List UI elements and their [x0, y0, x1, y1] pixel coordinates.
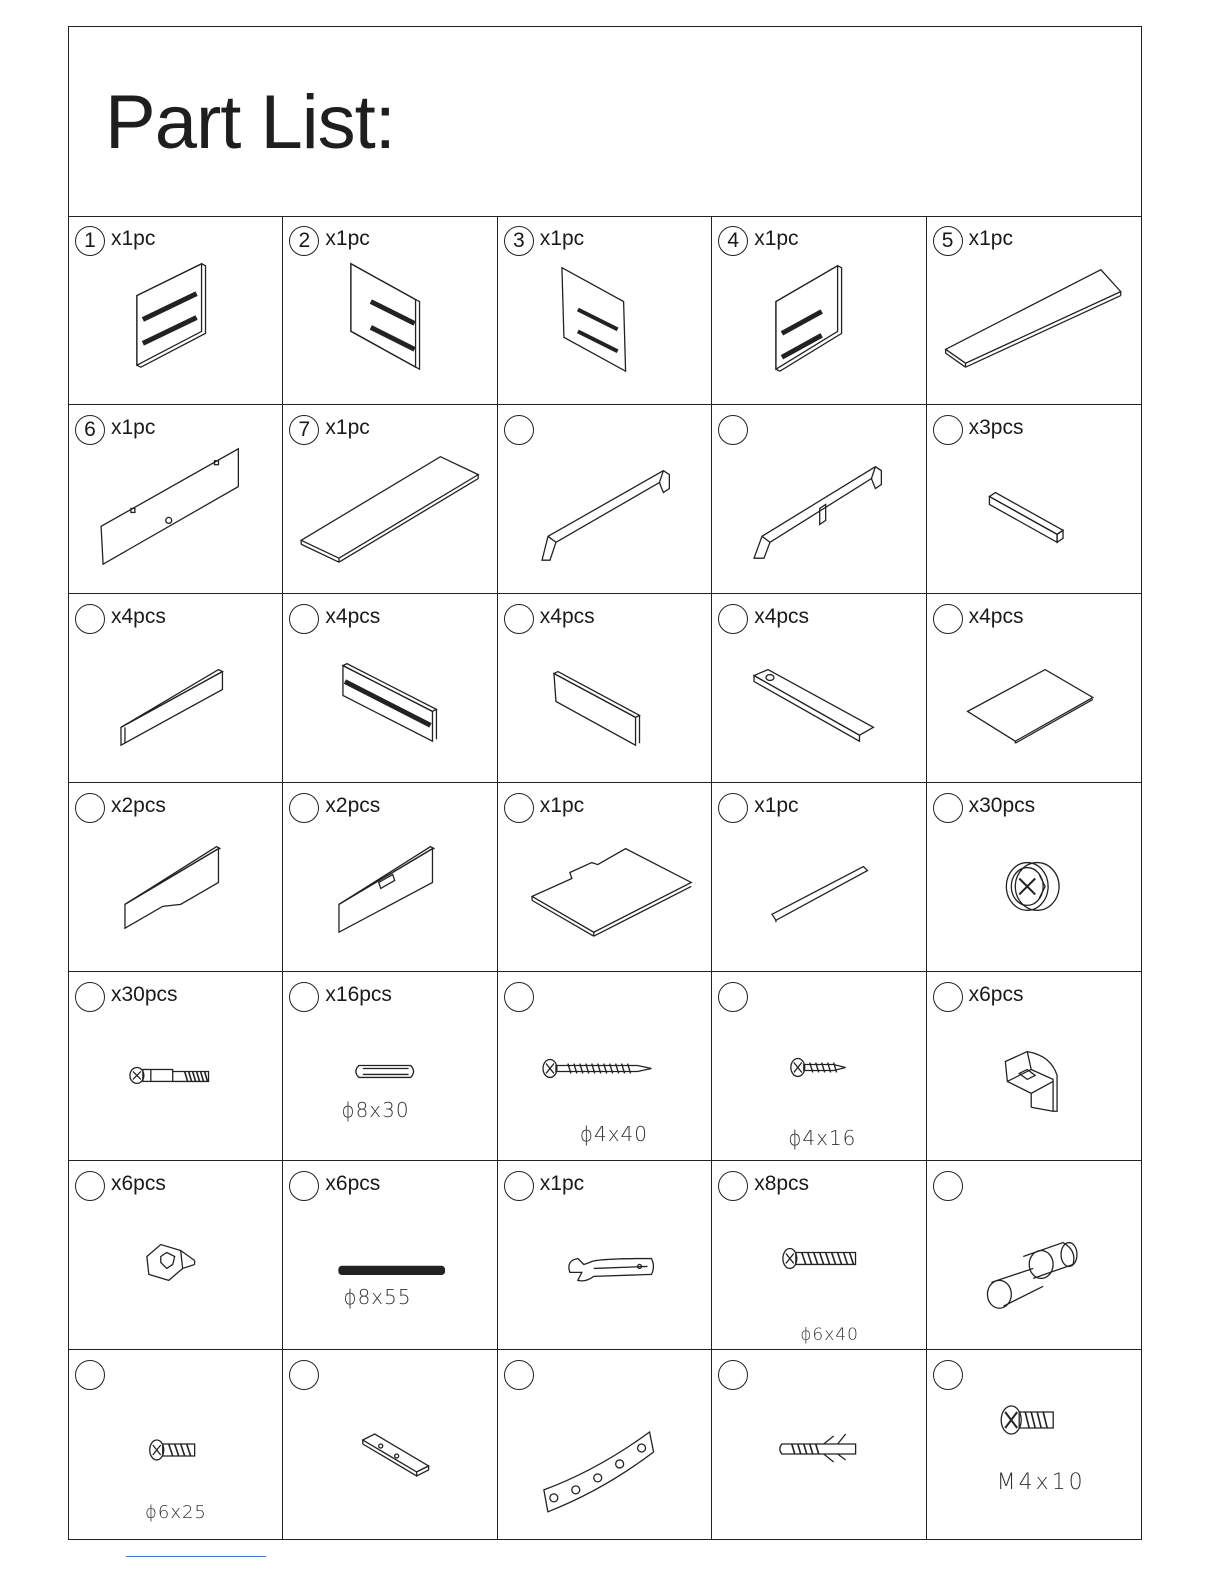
part-quantity: x1pc: [968, 227, 1013, 250]
wood-block-icon: [927, 405, 1141, 593]
part-number: 1: [75, 226, 105, 256]
dimension-label: ϕ4x16: [788, 1126, 857, 1150]
part-cell: [927, 405, 1141, 594]
part-number: 3: [504, 226, 534, 256]
wood-dowel-icon: [283, 972, 496, 1160]
part-quantity: x2pcs: [325, 794, 381, 817]
parts-grid: [69, 216, 1141, 1539]
part-number: 2: [289, 226, 319, 256]
wall-anchor-icon: [712, 1350, 925, 1539]
side-panel-icon: [498, 216, 711, 404]
leg-frame-with-post-icon: [712, 405, 925, 593]
part-cell: [712, 1350, 926, 1539]
bracket-clip-icon: [927, 972, 1141, 1160]
notched-panel-icon: [498, 783, 711, 971]
part-quantity: x8pcs: [754, 1172, 810, 1195]
part-cell: [69, 594, 283, 783]
page-title: Part List:: [105, 80, 395, 165]
part-list-sheet: [68, 26, 1142, 1540]
part-quantity: x6pcs: [968, 983, 1024, 1006]
part-quantity: x1pc: [754, 794, 799, 817]
part-number: 7: [289, 415, 319, 445]
bent-leg-frame-icon: [498, 405, 711, 593]
shelf-panel-icon: [283, 405, 496, 593]
part-number: 5: [933, 226, 963, 256]
drawer-bottom-icon: [927, 594, 1141, 782]
part-cell: [283, 972, 497, 1161]
part-quantity: x1pc: [325, 227, 370, 250]
part-cell: [498, 594, 712, 783]
part-quantity: x1pc: [539, 794, 585, 817]
part-cell: [69, 783, 283, 972]
part-cell: [283, 216, 497, 405]
part-quantity: x1pc: [325, 416, 370, 439]
part-cell: [69, 972, 283, 1161]
dimension-label: ϕ8x55: [343, 1285, 412, 1309]
dimension-label: M4x10: [996, 1470, 1086, 1495]
title-box: [69, 27, 1141, 217]
part-cell: [283, 1350, 497, 1539]
part-cell: [498, 216, 712, 405]
part-cell: [69, 1161, 283, 1350]
part-cell: [498, 972, 712, 1161]
part-cell: [712, 783, 926, 972]
part-quantity: x1pc: [754, 227, 799, 250]
part-cell: [927, 972, 1141, 1161]
part-cell: [712, 1161, 926, 1350]
connector-pin-icon: [927, 1161, 1141, 1349]
part-cell: [927, 783, 1141, 972]
dimension-label: ϕ4x40: [579, 1122, 648, 1146]
part-cell: [283, 1161, 497, 1350]
part-cell: [283, 405, 497, 594]
part-cell: [712, 405, 926, 594]
part-quantity: x1pc: [111, 416, 156, 439]
part-cell: [927, 1350, 1141, 1539]
part-cell: [283, 594, 497, 783]
part-quantity: x2pcs: [111, 794, 166, 817]
part-quantity: x4pcs: [968, 605, 1024, 628]
part-quantity: x16pcs: [325, 983, 392, 1006]
part-cell: [498, 1350, 712, 1539]
drawer-front-handle-icon: [283, 783, 496, 971]
part-cell: [927, 594, 1141, 783]
cam-bolt-icon: [69, 972, 282, 1160]
side-panel-icon: [69, 216, 282, 404]
top-panel-icon: [927, 216, 1141, 404]
threaded-rod-icon: [283, 1161, 496, 1349]
part-quantity: x6pcs: [111, 1172, 166, 1195]
part-cell: [927, 216, 1141, 405]
wrench-icon: [498, 1161, 711, 1349]
part-number: 6: [75, 415, 105, 445]
drawer-side-with-rail-icon: [283, 594, 496, 782]
part-quantity: x1pc: [539, 1172, 585, 1195]
part-cell: [498, 1161, 712, 1350]
drawer-side-icon: [69, 594, 282, 782]
part-cell: [927, 1161, 1141, 1350]
dimension-label: ϕ6x25: [145, 1502, 207, 1523]
part-quantity: x4pcs: [111, 605, 166, 628]
part-quantity: x4pcs: [754, 605, 810, 628]
cam-lock-icon: [927, 783, 1141, 971]
part-cell: [712, 216, 926, 405]
bolt-icon: [712, 1161, 925, 1349]
part-cell: [69, 216, 283, 405]
drawer-back-icon: [498, 594, 711, 782]
dimension-label: ϕ6x40: [800, 1325, 859, 1345]
part-number: 4: [718, 226, 748, 256]
side-panel-icon: [712, 216, 925, 404]
part-quantity: x6pcs: [325, 1172, 381, 1195]
part-quantity: x4pcs: [325, 605, 381, 628]
part-cell: [712, 594, 926, 783]
part-cell: [498, 783, 712, 972]
flat-plate-icon: [283, 1350, 496, 1539]
part-quantity: x30pcs: [111, 983, 178, 1006]
dimension-label: ϕ8x30: [341, 1098, 410, 1122]
part-cell: [69, 1350, 283, 1539]
part-quantity: x30pcs: [968, 794, 1036, 817]
part-quantity: x4pcs: [539, 605, 595, 628]
part-quantity: x1pc: [539, 227, 585, 250]
part-cell: [712, 972, 926, 1161]
drawer-front-icon: [69, 783, 282, 971]
curved-strap-icon: [498, 1350, 711, 1539]
part-cell: [498, 405, 712, 594]
part-quantity: x3pcs: [968, 416, 1024, 439]
part-cell: [283, 783, 497, 972]
hex-nut-icon: [69, 1161, 282, 1349]
machine-screw-icon: [927, 1350, 1141, 1539]
support-bar-icon: [712, 594, 925, 782]
part-cell: [69, 405, 283, 594]
part-quantity: x1pc: [111, 227, 156, 250]
back-panel-icon: [69, 405, 282, 593]
bottom-link-underline: [126, 1556, 266, 1557]
thin-strip-icon: [712, 783, 925, 971]
side-panel-icon: [283, 216, 496, 404]
